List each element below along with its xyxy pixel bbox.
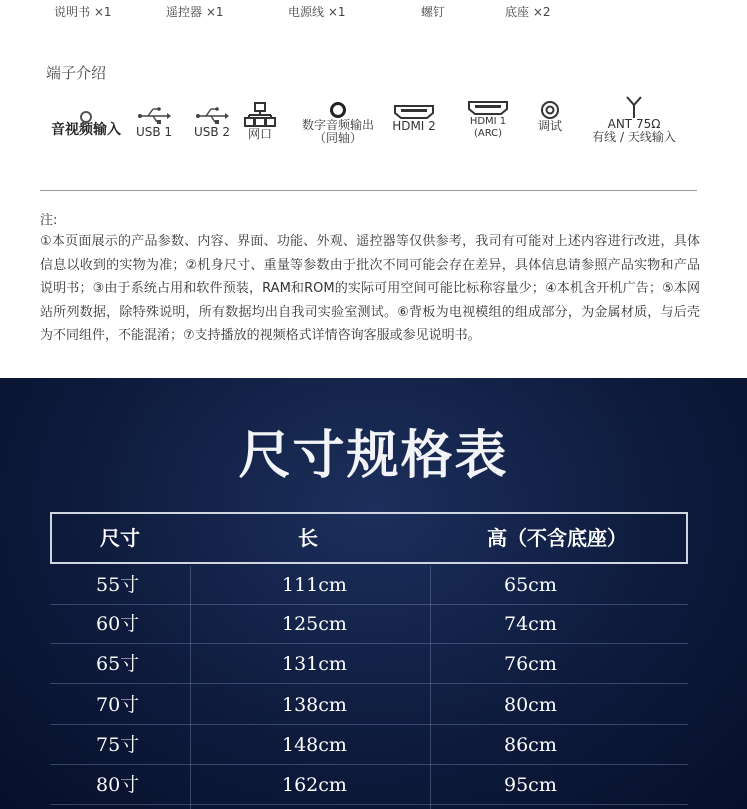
accessory-screws: 螺钉	[421, 5, 446, 19]
ports-section-title: 端子介绍	[46, 64, 107, 82]
port-hdmi-1-label: HDMI 1	[469, 116, 507, 127]
header-size: 尺寸	[100, 526, 140, 550]
port-coaxial-audio-label: 数字音频输出	[301, 118, 374, 132]
cell-size: 60寸	[96, 613, 140, 635]
header-height: 高（不含底座）	[487, 526, 627, 550]
size-spec-panel	[0, 378, 747, 809]
port-hdmi-1-sublabel: (ARC)	[473, 128, 503, 139]
table-row	[50, 645, 688, 684]
port-antenna-sublabel: 有线 / 天线输入	[592, 130, 676, 144]
cell-length: 162cm	[282, 774, 347, 796]
port-av-input-label: 音视频输入	[51, 122, 121, 138]
accessory-power-cord: 电源线 ×1	[288, 5, 346, 19]
table-row	[50, 726, 688, 765]
cell-height: 65cm	[504, 574, 557, 596]
spec-table-header	[50, 512, 688, 564]
usb-icon	[195, 106, 229, 126]
port-service	[530, 100, 570, 133]
section-divider	[40, 190, 697, 191]
cell-height: 74cm	[504, 613, 557, 635]
antenna-icon	[625, 96, 643, 118]
cell-length: 131cm	[282, 653, 347, 675]
accessory-remote: 遥控器 ×1	[166, 5, 224, 19]
cell-size: 65寸	[96, 653, 140, 675]
table-row	[50, 566, 688, 605]
port-usb-1-label: USB 1	[135, 125, 173, 139]
table-row	[50, 766, 688, 805]
cell-size: 55寸	[96, 574, 140, 596]
hdmi-icon	[467, 100, 509, 116]
spec-table-body	[50, 566, 688, 809]
port-coaxial-audio	[292, 101, 384, 145]
port-hdmi-2-label: HDMI 2	[392, 119, 436, 133]
cell-height: 76cm	[504, 653, 557, 675]
spec-table-title: 尺寸规格表	[238, 425, 509, 486]
port-antenna	[586, 96, 682, 144]
usb-icon	[137, 106, 171, 126]
cell-height: 95cm	[504, 774, 557, 796]
accessory-manual: 说明书 ×1	[54, 5, 112, 19]
port-antenna-label: ANT 75Ω	[607, 117, 661, 131]
notes-heading: 注:	[40, 213, 58, 228]
cell-length: 111cm	[282, 574, 347, 596]
cell-size: 75寸	[96, 734, 140, 756]
cell-height: 80cm	[504, 694, 557, 716]
cell-length: 125cm	[282, 613, 347, 635]
accessory-stand: 底座 ×2	[505, 5, 551, 19]
service-port-icon	[540, 100, 560, 120]
port-hdmi-1	[460, 100, 516, 140]
port-usb-2-label: USB 2	[193, 125, 231, 139]
header-length: 长	[298, 526, 318, 550]
ports-row	[0, 96, 747, 156]
network-icon	[244, 102, 276, 128]
cell-length: 148cm	[282, 734, 347, 756]
notes-body: ①本页面展示的产品参数、内容、界面、功能、外观、遥控器等仅供参考，我司有可能对上述内容进行改进，具体信息以收到的实物为准；②机身尺寸、重量等参数由于批次不同可能会存在差异，具体信息请参照产品实物和产品说明书；③由于系统占用和软件预装，RAM和ROM的实际可用空间可能比标称容量少；④本机含开机广告；⑤本网站所列数据，除特殊说明，所有数据均出自我司实验室测试。⑥背板为电视模组的组成部分，为金属材质，与后壳为不同组件，不能混淆；⑦支持播放的视频格式详情咨询客服或参见说明书。	[40, 234, 700, 344]
port-usb-1	[132, 106, 176, 139]
port-network-label: 网口	[247, 127, 272, 141]
cell-height: 86cm	[504, 734, 557, 756]
port-coaxial-audio-sublabel: （同轴）	[313, 131, 362, 145]
accessories-list	[0, 0, 747, 22]
port-usb-2	[190, 106, 234, 139]
coaxial-audio-icon	[329, 101, 347, 119]
port-hdmi-2	[386, 104, 442, 133]
port-network	[240, 102, 280, 141]
hdmi-icon	[393, 104, 435, 120]
cell-size: 70寸	[96, 694, 140, 716]
cell-size: 80寸	[96, 774, 140, 796]
port-av-input	[42, 110, 130, 137]
cell-length: 138cm	[282, 694, 347, 716]
table-row	[50, 605, 688, 644]
port-service-label: 调试	[537, 119, 562, 133]
table-row	[50, 686, 688, 725]
